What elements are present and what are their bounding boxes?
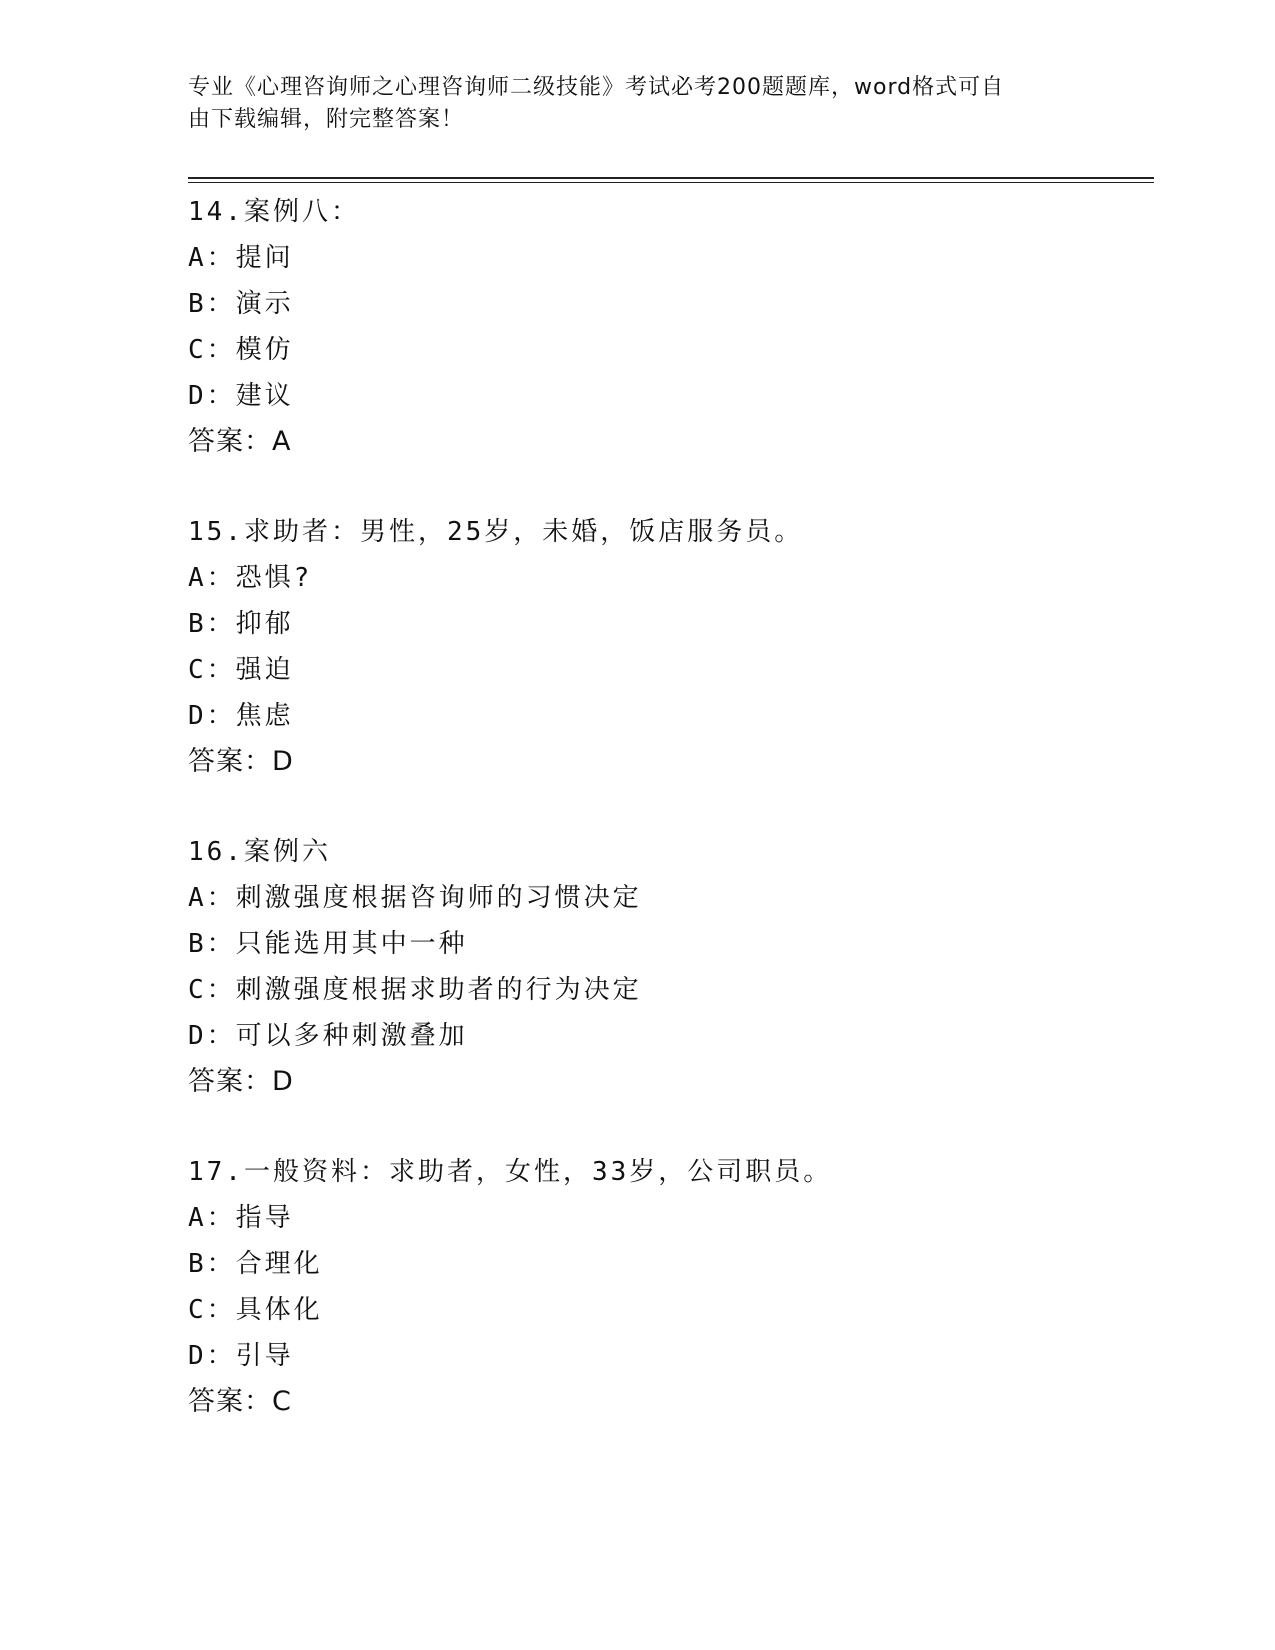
question-stem: 16.案例六 xyxy=(188,837,331,867)
option-d: D：可以多种刺激叠加 xyxy=(188,1021,468,1051)
option-c: C：具体化 xyxy=(188,1295,323,1325)
option-b: B：合理化 xyxy=(188,1249,323,1279)
question-15 xyxy=(188,509,1148,785)
option-c: C：强迫 xyxy=(188,655,294,685)
answer-line: 答案：D xyxy=(188,1066,294,1097)
option-b: B：抑郁 xyxy=(188,609,294,639)
option-c: C：刺激强度根据求助者的行为决定 xyxy=(188,975,642,1005)
option-a: A：指导 xyxy=(188,1203,294,1233)
option-c: C：模仿 xyxy=(188,335,294,365)
option-d: D：引导 xyxy=(188,1341,294,1371)
header-divider-thin xyxy=(188,182,1154,183)
answer-line: 答案：A xyxy=(188,426,292,457)
question-stem: 15.求助者：男性，25岁，未婚，饭店服务员。 xyxy=(188,517,804,547)
option-d: D：焦虑 xyxy=(188,701,294,731)
option-d: D：建议 xyxy=(188,381,294,411)
option-b: B：只能选用其中一种 xyxy=(188,929,468,959)
option-a: A：刺激强度根据咨询师的习惯决定 xyxy=(188,883,642,913)
option-a: A：恐惧? xyxy=(188,563,313,593)
question-14 xyxy=(188,189,1148,465)
answer-line: 答案：D xyxy=(188,746,294,777)
document-header xyxy=(188,72,1068,136)
header-line-2: 由下载编辑，附完整答案！ xyxy=(188,107,465,132)
option-b: B：演示 xyxy=(188,289,294,319)
header-line-1: 专业《心理咨询师之心理咨询师二级技能》考试必考200题题库，word格式可自 xyxy=(188,75,1005,100)
answer-line: 答案：C xyxy=(188,1386,292,1417)
question-stem: 17.一般资料：求助者，女性，33岁，公司职员。 xyxy=(188,1157,833,1187)
option-a: A：提问 xyxy=(188,243,294,273)
question-17 xyxy=(188,1149,1148,1425)
question-stem: 14.案例八： xyxy=(188,197,360,227)
question-16 xyxy=(188,829,1148,1105)
header-divider-thick xyxy=(188,177,1154,179)
